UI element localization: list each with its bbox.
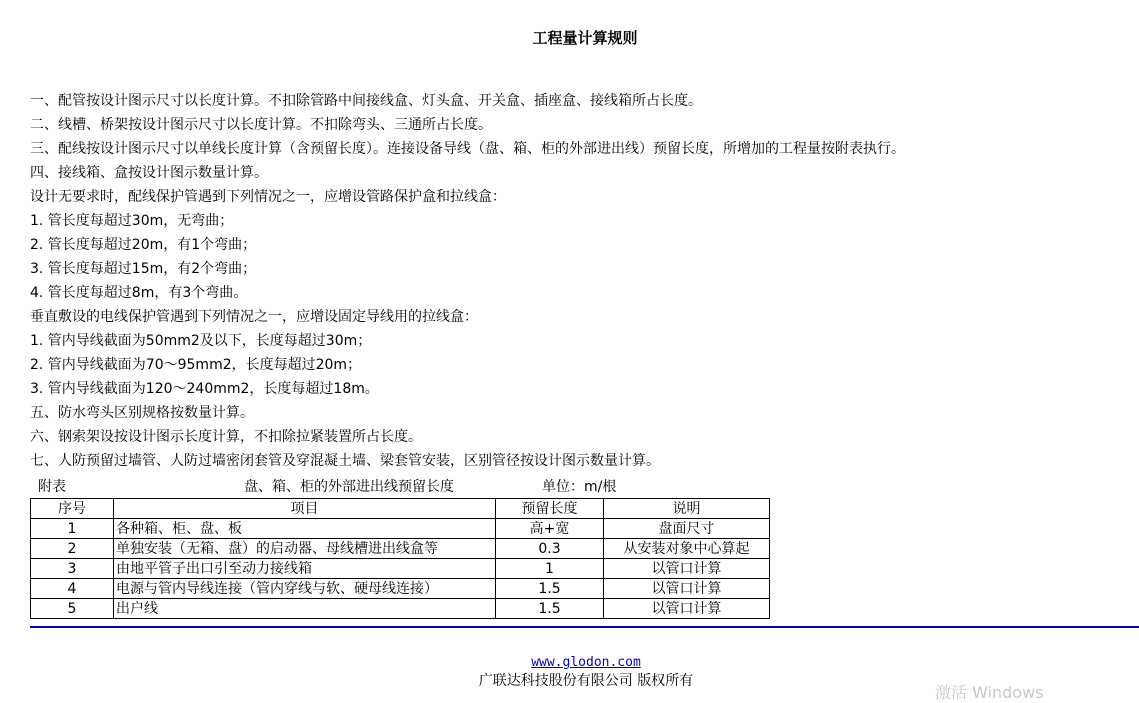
cell-index: 2	[31, 539, 114, 559]
table-caption-title: 盘、箱、柜的外部进出线预留长度	[244, 479, 454, 495]
rule-line: 四、接线箱、盒按设计图示数量计算。	[30, 165, 268, 181]
rule-line: 4. 管长度每超过8m，有3个弯曲。	[30, 285, 248, 301]
header-note: 说明	[604, 499, 770, 519]
table-row	[31, 599, 770, 619]
rule-line: 3. 管内导线截面为120～240mm2，长度每超过18m。	[30, 381, 379, 397]
header-index: 序号	[31, 499, 114, 519]
rule-line: 1. 管长度每超过30m，无弯曲；	[30, 213, 234, 229]
cell-note: 以管口计算	[604, 579, 770, 599]
table-row	[31, 539, 770, 559]
cell-index: 5	[31, 599, 114, 619]
cell-note: 以管口计算	[604, 599, 770, 619]
cell-length: 1.5	[496, 599, 604, 619]
page-title: 工程量计算规则	[532, 29, 638, 47]
cell-length: 0.3	[496, 539, 604, 559]
rule-line: 五、防水弯头区别规格按数量计算。	[30, 405, 254, 421]
cell-index: 4	[31, 579, 114, 599]
reserve-length-table	[30, 498, 770, 619]
rule-line: 2. 管内导线截面为70～95mm2，长度每超过20m；	[30, 357, 362, 373]
cell-item: 由地平管子出口引至动力接线箱	[114, 559, 496, 579]
glodon-website-link[interactable]: www.glodon.com	[531, 655, 641, 670]
cell-length: 高+宽	[496, 519, 604, 539]
table-row	[31, 579, 770, 599]
rule-line: 垂直敷设的电线保护管遇到下列情况之一，应增设固定导线用的拉线盒：	[30, 309, 478, 325]
table-header-row	[31, 499, 770, 519]
rule-line: 设计无要求时，配线保护管遇到下列情况之一，应增设管路保护盒和拉线盒：	[30, 189, 506, 205]
table-row	[31, 519, 770, 539]
rule-line: 2. 管长度每超过20m，有1个弯曲；	[30, 237, 257, 253]
table-row	[31, 559, 770, 579]
cell-item: 各种箱、柜、盘、板	[114, 519, 496, 539]
header-item: 项目	[114, 499, 496, 519]
copyright-text: 广联达科技股份有限公司 版权所有	[478, 673, 694, 689]
cell-index: 3	[31, 559, 114, 579]
cell-item: 电源与管内导线连接（管内穿线与软、硬母线连接）	[114, 579, 496, 599]
rule-line: 一、配管按设计图示尺寸以长度计算。不扣除管路中间接线盒、灯头盒、开关盒、插座盒、接线箱所占长度。	[30, 93, 702, 109]
footer-divider	[30, 626, 1139, 628]
table-caption-unit: 单位：m/根	[542, 479, 617, 495]
cell-note: 以管口计算	[604, 559, 770, 579]
table-caption-left: 附表	[38, 479, 66, 495]
cell-length: 1	[496, 559, 604, 579]
cell-index: 1	[31, 519, 114, 539]
rule-line: 三、配线按设计图示尺寸以单线长度计算（含预留长度）。连接设备导线（盘、箱、柜的外部进出线）预留长度，所增加的工程量按附表执行。	[30, 141, 905, 157]
cell-length: 1.5	[496, 579, 604, 599]
rule-line: 3. 管长度每超过15m，有2个弯曲；	[30, 261, 257, 277]
rule-line: 二、线槽、桥架按设计图示尺寸以长度计算。不扣除弯头、三通所占长度。	[30, 117, 492, 133]
rule-line: 1. 管内导线截面为50mm2及以下，长度每超过30m；	[30, 333, 372, 349]
cell-note: 从安装对象中心算起	[604, 539, 770, 559]
cell-note: 盘面尺寸	[604, 519, 770, 539]
windows-activation-watermark: 激活 Windows	[935, 683, 1044, 702]
cell-item: 单独安装（无箱、盘）的启动器、母线槽进出线盒等	[114, 539, 496, 559]
rule-line: 七、人防预留过墙管、人防过墙密闭套管及穿混凝土墙、梁套管安装，区别管径按设计图示数量计算。	[30, 453, 660, 469]
header-length: 预留长度	[496, 499, 604, 519]
rule-line: 六、钢索架设按设计图示长度计算，不扣除拉紧装置所占长度。	[30, 429, 422, 445]
cell-item: 出户线	[114, 599, 496, 619]
